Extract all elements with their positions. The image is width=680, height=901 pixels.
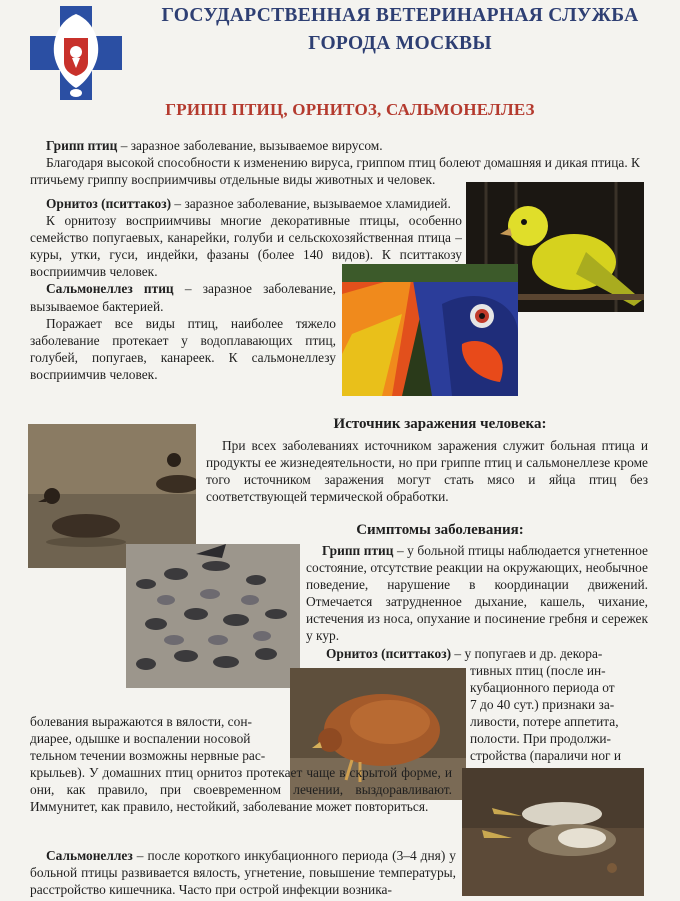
- organization-line-1: ГОСУДАРСТВЕННАЯ ВЕТЕРИНАРНАЯ СЛУЖБА: [161, 5, 639, 26]
- ornithosis-line-7b: стройства (параличи ног и: [470, 748, 622, 764]
- flu-symptoms: [306, 542, 648, 645]
- ornithosis-symptoms-first: [326, 645, 648, 662]
- ornithosis-rest-text: крыльев). У домашних птиц орнитоз протекает чаще в скрытой форме, и они, как правило, при своевременном лечении, выздоравливают. Иммунитет, как правило, нестойкий, заболевание может повториться.: [30, 765, 452, 815]
- vet-service-logo-icon: [28, 4, 124, 102]
- ornithosis-line-7: тельном течении возможны нервные рас-: [30, 748, 266, 764]
- ornithosis-symptoms-right-column: [470, 662, 648, 765]
- flu-symptoms-text: – у больной птицы наблюдается угнетенное состояние, отсутствие реакции на окружающих, необычное поведение, нарушение в координации движений. Отмечается затрудненное дыхание, кашель, чихание, истечения из носа, опухание и посинение гребня и сережек у кур.: [306, 543, 648, 644]
- ornithosis-line-6: диарее, одышке и воспалении носовой: [30, 731, 251, 747]
- flu-susceptibility-line-1: Благодаря высокой способности к изменению вируса, гриппом птиц болеют домашняя и дикая птица. К: [46, 155, 640, 171]
- salmonellosis-susceptibility: Поражает все виды птиц, наиболее тяжело заболевание протекает у водоплавающих птиц, голубей, попугаев, канареек. К сальмонеллезу восприимчив человек.: [30, 315, 336, 382]
- source-text: При всех заболеваниях источником заражения служит больная птица и продукты ее жизнедеятельности, но при гриппе птиц и сальмонеллезе кроме того источником заражения могут стать мясо и яйца птиц без соответствующей термической обработки.: [206, 438, 648, 505]
- salmonellosis-symptoms: [30, 847, 456, 898]
- flu-symptoms-term: Грипп птиц: [322, 543, 394, 558]
- organization-name: [140, 2, 660, 58]
- ornithosis-line-5b: ливости, потере аппетита,: [470, 714, 619, 730]
- document-title: ГРИПП ПТИЦ, ОРНИТОЗ, САЛЬМОНЕЛЛЕЗ: [165, 100, 535, 119]
- salmonellosis-symptoms-term: Сальмонеллез: [46, 848, 133, 863]
- symptoms-heading: Симптомы заболевания:: [356, 522, 524, 538]
- flu-definition-text: – заразное заболевание, вызываемое вирусом.: [117, 138, 383, 153]
- ornithosis-term: Орнитоз (пситтакоз): [46, 196, 172, 211]
- intro-top: [30, 137, 648, 188]
- salmonellosis-definition: [30, 280, 336, 314]
- salmonellosis-symptoms-text: – после короткого инкубационного периода (3–4 дня) у больной птицы развивается вялость, угнетение, повышение температуры, расстройство кишечника. Часто при острой инфекции возника-: [30, 848, 456, 898]
- salmonellosis-definition-text: – заразное заболевание, вызываемое бактерией.: [30, 281, 336, 314]
- ornithosis-symptoms-term: Орнитоз (пситтакоз): [326, 646, 452, 661]
- ornithosis-line-2: тивных птиц (после ин-: [470, 663, 606, 678]
- pigeons-photo: [126, 544, 300, 688]
- source-heading: Источник заражения человека:: [333, 416, 547, 432]
- flu-term: Грипп птиц: [46, 138, 118, 153]
- ornithosis-symptoms-line-1: – у попугаев и др. декора-: [451, 646, 603, 661]
- organization-line-2: ГОРОДА МОСКВЫ: [308, 33, 492, 54]
- ornithosis-line-6b: полости. При продолжи-: [470, 731, 611, 747]
- flu-definition: [30, 137, 648, 154]
- dead-birds-photo: [462, 768, 644, 896]
- ornithosis-line-4: 7 до 40 сут.) признаки за-: [470, 697, 615, 713]
- salmonellosis-term: Сальмонеллез птиц: [46, 281, 174, 297]
- ornithosis-symptoms-left-column: [30, 713, 280, 764]
- flu-susceptibility-line-2: птичьему гриппу восприимчивы отдельные виды животных и человек.: [30, 172, 436, 188]
- ornithosis-susceptibility: К орнитозу восприимчивы многие декоративные птицы, особенно семейство попугаевых, канарейки, голуби и сельскохозяйственная птица – куры, утки, гуси, индейки, фазаны (более 140 видов). К пситтакозу восприимчив человек.: [30, 213, 462, 280]
- ornithosis-definition: [30, 195, 458, 212]
- ornithosis-symptoms-rest: [30, 764, 452, 815]
- ornithosis-definition-text: – заразное заболевание, вызываемое хламидией.: [171, 196, 451, 211]
- ornithosis-line-3: кубационного периода от: [470, 680, 615, 696]
- parrot-photo: [342, 264, 518, 396]
- ornithosis-line-5: болевания выражаются в вялости, сон-: [30, 714, 252, 729]
